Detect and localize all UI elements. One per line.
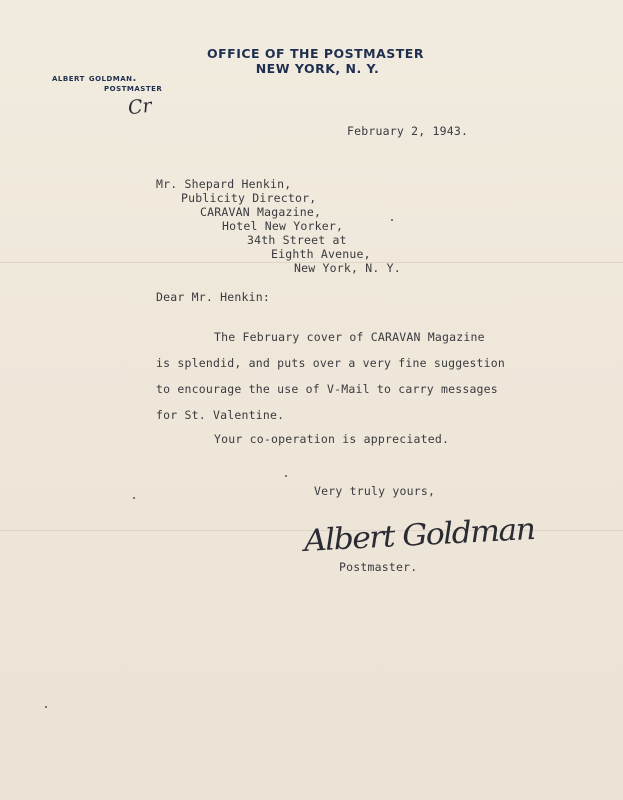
handwritten-initials: Cr bbox=[126, 94, 153, 120]
signer-title: Postmaster. bbox=[339, 560, 418, 574]
paper-speck bbox=[133, 497, 135, 499]
body-line: for St. Valentine. bbox=[156, 408, 285, 422]
address-line-6: Eighth Avenue, bbox=[271, 247, 371, 261]
body-line: is splendid, and puts over a very fine suggestion bbox=[156, 356, 506, 370]
letterhead-name: albert goldman. bbox=[52, 73, 137, 84]
body-line: Your co-operation is appreciated. bbox=[214, 432, 450, 446]
salutation: Dear Mr. Henkin: bbox=[156, 290, 270, 304]
paper-speck bbox=[391, 219, 393, 221]
address-line-5: 34th Street at bbox=[247, 233, 347, 247]
paper-speck bbox=[45, 706, 47, 708]
address-line-7: New York, N. Y. bbox=[294, 261, 401, 275]
letterhead-office: OFFICE OF THE POSTMASTER bbox=[207, 46, 424, 61]
letter-date: February 2, 1943. bbox=[347, 124, 469, 138]
body-line: The February cover of CARAVAN Magazine bbox=[214, 330, 485, 344]
closing: Very truly yours, bbox=[314, 484, 436, 498]
address-line-3: CARAVAN Magazine, bbox=[200, 205, 322, 219]
address-line-2: Publicity Director, bbox=[181, 191, 317, 205]
body-line: to encourage the use of V-Mail to carry messages bbox=[156, 382, 498, 396]
letterhead-title: POSTMASTER bbox=[104, 85, 163, 93]
paper-speck bbox=[285, 475, 287, 477]
address-line-4: Hotel New Yorker, bbox=[222, 219, 344, 233]
address-line-1: Mr. Shepard Henkin, bbox=[156, 177, 292, 191]
handwritten-signature: Albert Goldman bbox=[303, 511, 536, 559]
letterhead-city: NEW YORK, N. Y. bbox=[255, 61, 380, 76]
